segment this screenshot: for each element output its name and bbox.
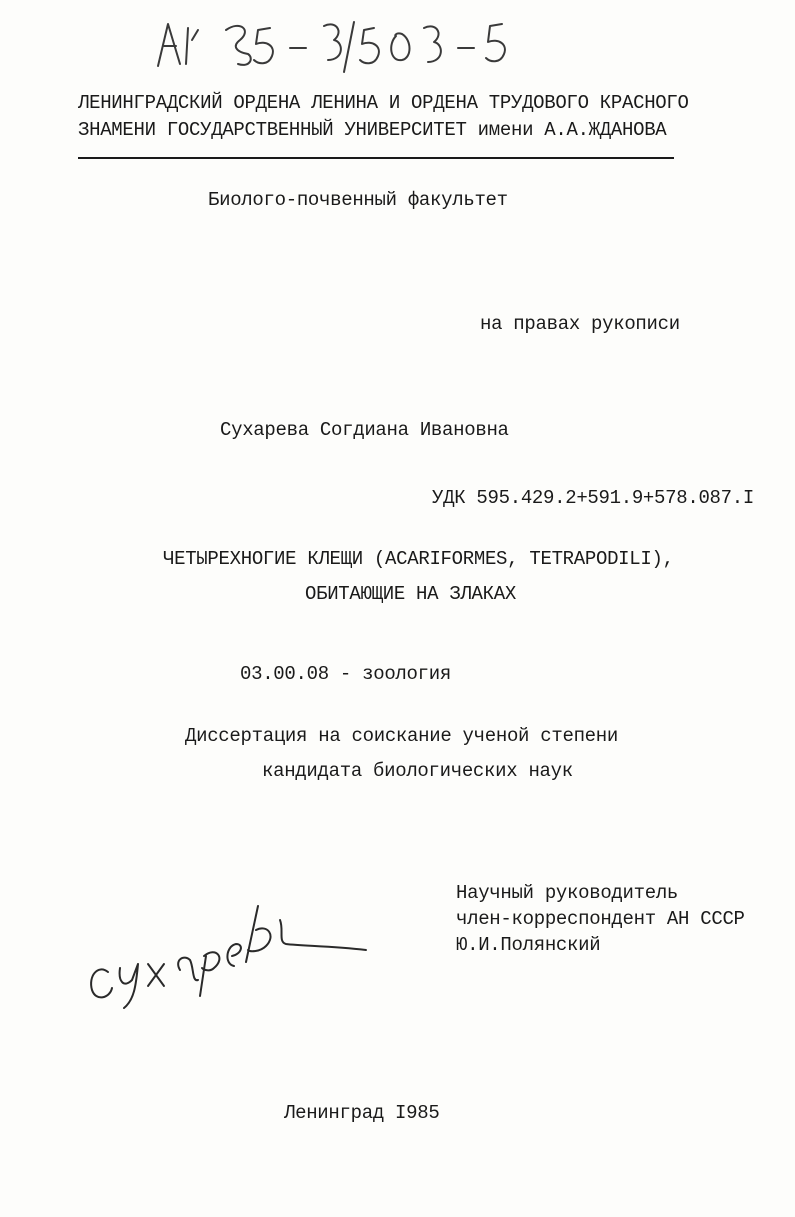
supervisor-title: Научный руководитель xyxy=(456,882,679,904)
header-divider xyxy=(78,157,674,159)
author-name: Сухарева Согдиана Ивановна xyxy=(220,419,509,441)
author-signature xyxy=(80,890,380,1020)
supervisor-name: Ю.И.Полянский xyxy=(456,934,601,956)
udc-code: УДК 595.429.2+591.9+578.087.I xyxy=(432,487,754,509)
faculty-name: Биолого-почвенный факультет xyxy=(208,189,508,211)
university-header-line-1: ЛЕНИНГРАДСКИЙ ОРДЕНА ЛЕНИНА И ОРДЕНА ТРУДОВОГО КРАСНОГО xyxy=(78,92,689,114)
dissertation-line-2: кандидата биологических наук xyxy=(262,760,573,782)
thesis-title-line-2: ОБИТАЮЩИЕ НА ЗЛАКАХ xyxy=(305,583,516,605)
dissertation-line-1: Диссертация на соискание ученой степени xyxy=(185,725,618,747)
place-and-year: Ленинград I985 xyxy=(284,1102,440,1124)
supervisor-rank: член-корреспондент АН СССР xyxy=(456,908,745,930)
thesis-title-line-1: ЧЕТЫРЕХНОГИЕ КЛЕЩИ (ACARIFORMES, TETRAPODILI), xyxy=(163,548,674,570)
specialty-code: 03.00.08 - зоология xyxy=(240,663,451,685)
university-header-line-2: ЗНАМЕНИ ГОСУДАРСТВЕННЫЙ УНИВЕРСИТЕТ имени А.А.ЖДАНОВА xyxy=(78,119,667,141)
archive-handwritten-mark xyxy=(140,6,520,86)
manuscript-note: на правах рукописи xyxy=(480,313,680,335)
